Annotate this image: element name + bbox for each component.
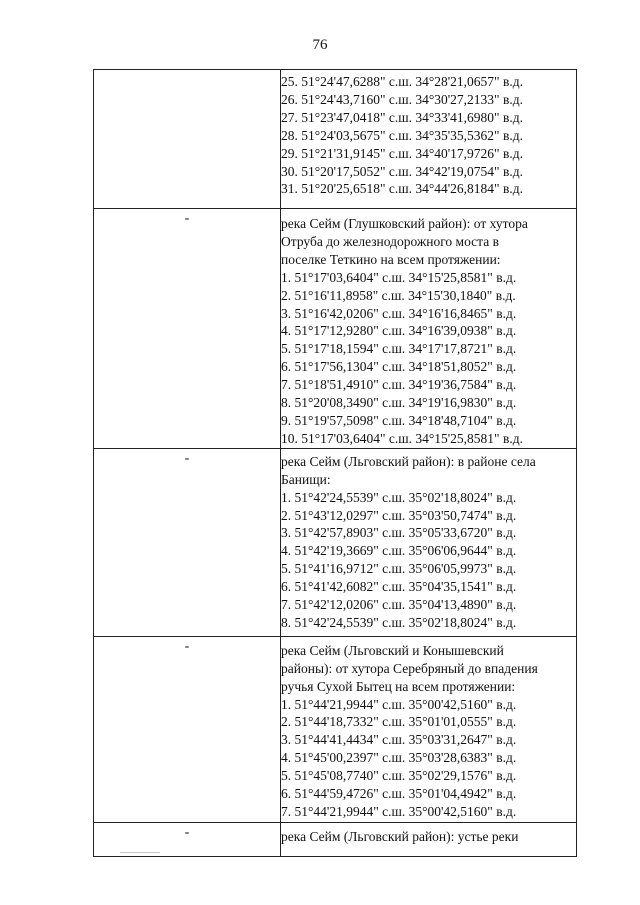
section-description: река Сейм (Глушковский район): от хутора [281,216,528,231]
coordinate-line: 3. 51°44'41,4434" с.ш. 35°03'31,2647" в.д. [281,732,517,748]
coordinate-line: 6. 51°17'56,1304" с.ш. 34°18'51,8052" в.д. [281,359,517,375]
coordinate-line: 1. 51°17'03,6404" с.ш. 34°15'25,8581" в.д. [281,269,517,285]
section-description: ручья Сухой Бытец на всем протяжении: [281,678,516,694]
row-marker-cell [94,448,281,636]
coordinate-line: 7. 51°18'51,4910" с.ш. 34°19'36,7584" в.д. [281,377,517,393]
coordinate-line: 1. 51°44'21,9944" с.ш. 35°00'42,5160" в.д. [281,696,517,712]
coordinates-table [93,69,577,857]
row-text-cell [281,822,577,856]
coordinate-line: 4. 51°17'12,9280" с.ш. 34°16'39,0938" в.д. [281,323,517,339]
coordinate-line: 3. 51°42'57,8903" с.ш. 35°05'33,6720" в.д. [281,525,517,541]
coordinate-line: 3. 51°16'42,0206" с.ш. 34°16'16,8465" в.д. [281,305,517,321]
table-row [94,636,577,822]
row-text-cell [281,636,577,822]
coordinate-line: 31. 51°20'25,6518" с.ш. 34°44'26,8184" в.д. [281,181,523,197]
coordinate-line: 26. 51°24'43,7160" с.ш. 34°30'27,2133" в.д. [281,91,523,107]
row-text-cell [281,448,577,636]
scan-mark [120,852,160,853]
coordinate-line: 1. 51°42'24,5539" с.ш. 35°02'18,8024" в.д. [281,489,517,505]
section-description: Банищи: [281,471,331,487]
coordinate-line: 10. 51°17'03,6404" с.ш. 34°15'25,8581" в.д. [281,430,523,446]
coordinate-line: 2. 51°44'18,7332" с.ш. 35°01'01,0555" в.д. [281,714,517,730]
coordinate-line: 8. 51°42'24,5539" с.ш. 35°02'18,8024" в.д. [281,614,517,630]
coordinate-line: 2. 51°16'11,8958" с.ш. 34°15'30,1840" в.д. [281,287,516,303]
coordinate-line: 4. 51°45'00,2397" с.ш. 35°03'28,6383" в.д. [281,750,517,766]
row-marker: - [184,211,190,226]
page-number: 76 [312,37,328,53]
table-row [94,822,577,856]
coordinate-line: 25. 51°24'47,6288" с.ш. 34°28'21,0657" в.д. [281,74,523,89]
row-marker: - [184,638,190,654]
coordinate-line: 6. 51°41'42,6082" с.ш. 35°04'35,1541" в.д. [281,579,517,595]
row-text-cell [281,209,577,449]
coordinate-line: 9. 51°19'57,5098" с.ш. 34°18'48,7104" в.д. [281,412,517,428]
coordinate-line: 29. 51°21'31,9145" с.ш. 34°40'17,9726" в.д. [281,145,523,161]
coordinate-line: 27. 51°23'47,0418" с.ш. 34°33'41,6980" в.д. [281,109,523,125]
table-row [94,70,577,209]
row-marker-cell [94,636,281,822]
section-description: районы): от хутора Серебряный до впадения [281,660,538,676]
coordinate-line: 7. 51°42'12,0206" с.ш. 35°04'13,4890" в.д. [281,597,517,613]
coordinate-line: 4. 51°42'19,3669" с.ш. 35°06'06,9644" в.д. [281,543,517,559]
coordinate-line: 7. 51°44'21,9944" с.ш. 35°00'42,5160" в.д. [281,803,517,819]
row-marker-cell [94,70,281,209]
section-description: Отруба до железнодорожного моста в [281,233,499,249]
section-description: поселке Теткино на всем протяжении: [281,251,501,267]
row-marker: - [184,450,190,466]
section-description: река Сейм (Льговский район): устье реки [281,828,519,844]
row-text-cell [281,70,577,209]
row-marker-cell [94,209,281,449]
section-description: река Сейм (Льговский район): в районе села [281,453,536,469]
coordinate-line: 5. 51°45'08,7740" с.ш. 35°02'29,1576" в.д. [281,768,517,784]
table-row [94,209,577,449]
coordinate-line: 28. 51°24'03,5675" с.ш. 34°35'35,5362" в.д. [281,127,523,143]
coordinate-line: 8. 51°20'08,3490" с.ш. 34°19'16,9830" в.д. [281,395,517,411]
row-marker: - [184,824,190,840]
coordinate-line: 2. 51°43'12,0297" с.ш. 35°03'50,7474" в.д. [281,507,517,523]
coordinate-line: 5. 51°41'16,9712" с.ш. 35°06'05,9973" в.д. [281,561,517,577]
coordinate-line: 30. 51°20'17,5052" с.ш. 34°42'19,0754" в.д. [281,163,523,179]
coordinate-line: 6. 51°44'59,4726" с.ш. 35°01'04,4942" в.д. [281,786,517,802]
table-row [94,448,577,636]
coordinate-line: 5. 51°17'18,1594" с.ш. 34°17'17,8721" в.д. [281,341,517,357]
section-description: река Сейм (Льговский и Конышевский [281,642,504,658]
